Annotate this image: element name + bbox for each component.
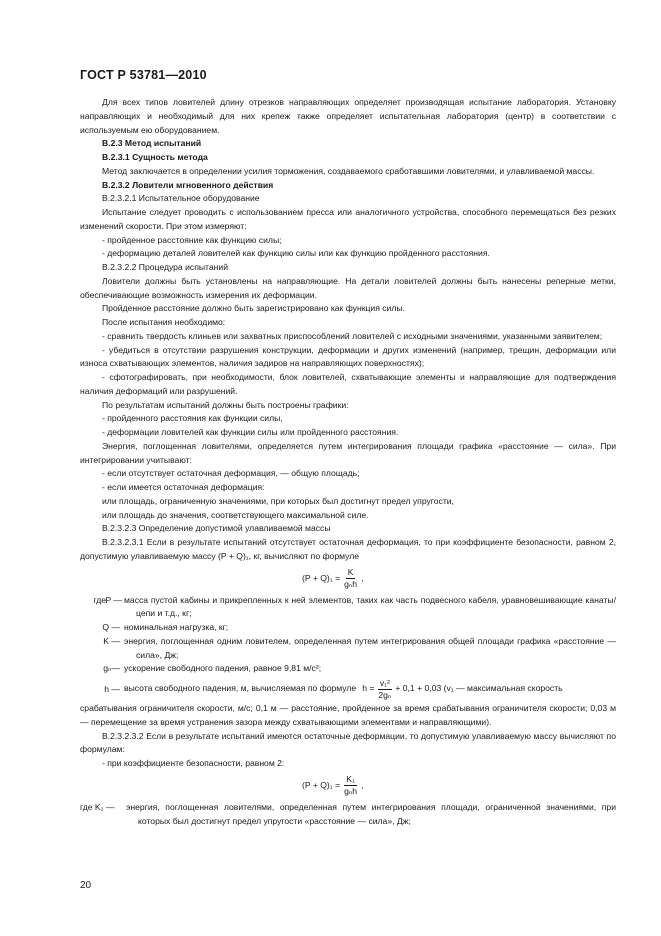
formula-lhs: (P + Q)₁ = bbox=[302, 779, 341, 790]
paragraph: В.2.3.2.3.2 Если в результате испытаний имеются остаточные деформации, то допустимую улавливаемую массу вычисляют по формулам: bbox=[80, 730, 616, 755]
section-heading: В.2.3 Метод испытаний bbox=[102, 138, 202, 149]
subsection-heading: В.2.3.2.1 Испытательное оборудование bbox=[102, 193, 260, 204]
formula-fraction bbox=[342, 774, 359, 797]
list-item: - сравнить твердость клиньев или захватных приспособлений ловителей с исходными значениями, указанными заявителем; bbox=[102, 330, 603, 341]
formula-2 bbox=[80, 771, 616, 801]
formula-fraction bbox=[342, 567, 359, 590]
list-item: или площадь, ограниченную значениями, при которых был достигнут предел упругости, bbox=[102, 495, 454, 506]
document-body bbox=[80, 96, 616, 828]
legend-symbol: где K₁ — bbox=[80, 801, 115, 812]
paragraph: В.2.3.2.3.1 Если в результате испытаний отсутствует остаточная деформация, то при коэффициенте безопасности, равном 2, допустимую улавливаемую массу (P + Q)₁, кг, вычисляют по формуле bbox=[80, 537, 616, 561]
formula-denominator: gₙh bbox=[344, 786, 358, 797]
paragraph: После испытания необходимо: bbox=[102, 317, 226, 327]
paragraph: Для всех типов ловителей длину отрезков направляющих определяет производящая испытание лаборатория. Установку направляющих и необходимый для них крепеж также определяет испытательная лаборатория (центр) в соответствии с используемым ею оборудованием. bbox=[80, 97, 616, 135]
paragraph: Метод заключается в определении усилия торможения, создаваемого сработавшими ловителями, и улавливаемой массы. bbox=[102, 165, 595, 176]
formula-numerator: K₁ bbox=[346, 774, 355, 785]
paragraph: Ловители должны быть установлены на направляющие. На детали ловителей должны быть нанесены реперные метки, обеспечивающие возможность измерения их деформации. bbox=[80, 275, 616, 300]
legend-item bbox=[80, 676, 616, 702]
list-item: - убедиться в отсутствии разрушения конструкции, деформации и других изменений (например, трещин, деформации или износа схватывающих элементов, наличия задиров на направляющих поверхностях); bbox=[80, 344, 616, 369]
formula-numerator: K bbox=[347, 567, 354, 577]
legend-item bbox=[80, 801, 616, 829]
paragraph: срабатывания ограничителя скорости, м/с; 0,1 м — расстояние, пройденное за время срабатывания ограничителя скорости; 0,03 м — перемещение за время устранения зазора между схватывающими элементами и направляющими). bbox=[80, 703, 616, 727]
list-item: или площадь до значения, соответствующего максимальной силе. bbox=[102, 509, 369, 520]
legend-item bbox=[80, 635, 616, 663]
formula-denominator: gₙh bbox=[344, 579, 358, 589]
paragraph: По результатам испытаний должны быть построены графики: bbox=[102, 399, 349, 410]
paragraph: Энергия, поглощенная ловителями, определяется путем интегрирования площади графика «расстояние — сила». При интегрировании учитывают: bbox=[80, 440, 616, 465]
formula-rest: + 0,1 + 0,03 (v₁ — максимальная скорость bbox=[395, 683, 563, 694]
list-item: - пройденное расстояние как функцию силы; bbox=[102, 234, 282, 245]
legend-formula-line bbox=[124, 676, 616, 702]
document-header: ГОСТ Р 53781—2010 bbox=[80, 68, 207, 82]
list-item: - если имеется остаточная деформация: bbox=[102, 482, 265, 492]
formula-denominator: 2gₙ bbox=[378, 689, 392, 700]
subsection-heading: В.2.3.2.2 Процедура испытаний bbox=[102, 262, 228, 272]
formula-h: h = bbox=[362, 683, 375, 694]
formula-1 bbox=[80, 564, 616, 594]
legend-text: энергия, поглощенная одним ловителем, определенная путем интегрирования общей площади графика «расстояние — сила», Дж; bbox=[124, 635, 616, 660]
section-heading: В.2.3.2 Ловители мгновенного действия bbox=[102, 179, 274, 190]
formula-comma: , bbox=[361, 572, 364, 583]
list-item: - при коэффициенте безопасности, равном 2: bbox=[102, 758, 285, 768]
legend-text: ускорение свободного падения, равное 9,81 м/с²; bbox=[124, 663, 322, 674]
legend-symbol: P — bbox=[105, 594, 122, 605]
legend-text: масса пустой кабины и прикрепленных к ней элементов, таких как часть подвесного кабеля, уравновешивающие канаты/цепи и т.д., кг; bbox=[124, 594, 616, 619]
list-item: - сфотографировать, при необходимости, блок ловителей, схватывающие элементы и направляющие для подтверждения наличия деформаций или разрушений. bbox=[80, 372, 616, 396]
legend-where: где bbox=[93, 594, 106, 605]
legend-item bbox=[80, 662, 616, 676]
list-item: - пройденного расстояния как функции силы, bbox=[102, 413, 283, 424]
formula-comma: , bbox=[361, 779, 364, 790]
legend-symbol: h — bbox=[104, 684, 120, 694]
formula-lhs: (P + Q)₁ = bbox=[302, 572, 341, 583]
legend-text: номинальная нагрузка, кг; bbox=[124, 622, 229, 632]
subsection-heading: В.2.3.2.3 Определение допустимой улавливаемой массы bbox=[102, 523, 331, 534]
legend-item bbox=[80, 621, 616, 635]
legend-text: высота свободного падения, м, вычисляемая по формуле bbox=[124, 683, 357, 694]
list-item: - деформацию деталей ловителей как функцию силы или как функцию пройденного расстояния. bbox=[102, 248, 490, 259]
legend-symbol: K — bbox=[103, 635, 120, 646]
section-heading: В.2.3.1 Сущность метода bbox=[102, 152, 208, 162]
formula-numerator: v₁² bbox=[379, 677, 390, 688]
legend-item bbox=[80, 594, 616, 622]
list-item: - если отсутствует остаточная деформация, — общую площадь; bbox=[102, 468, 360, 479]
list-item: - деформации ловителей как функции силы или пройденного расстояния. bbox=[102, 427, 399, 437]
legend-text: энергия, поглощенная ловителями, определенная путем интегрирования площади, ограниченной значениями, при которых был достигнут предел упругости «расстояние — сила», Дж; bbox=[126, 801, 616, 826]
legend-symbol: gₙ— bbox=[103, 663, 120, 674]
formula-fraction bbox=[376, 678, 393, 701]
legend-symbol: Q — bbox=[102, 622, 120, 632]
paragraph: Испытание следует проводить с использованием пресса или аналогичного устройства, способного перемещаться без резких изменений скорости. При этом измеряют: bbox=[80, 207, 616, 231]
paragraph: Пройденное расстояние должно быть зарегистрировано как функция силы. bbox=[102, 303, 405, 314]
page-number: 20 bbox=[80, 880, 92, 891]
